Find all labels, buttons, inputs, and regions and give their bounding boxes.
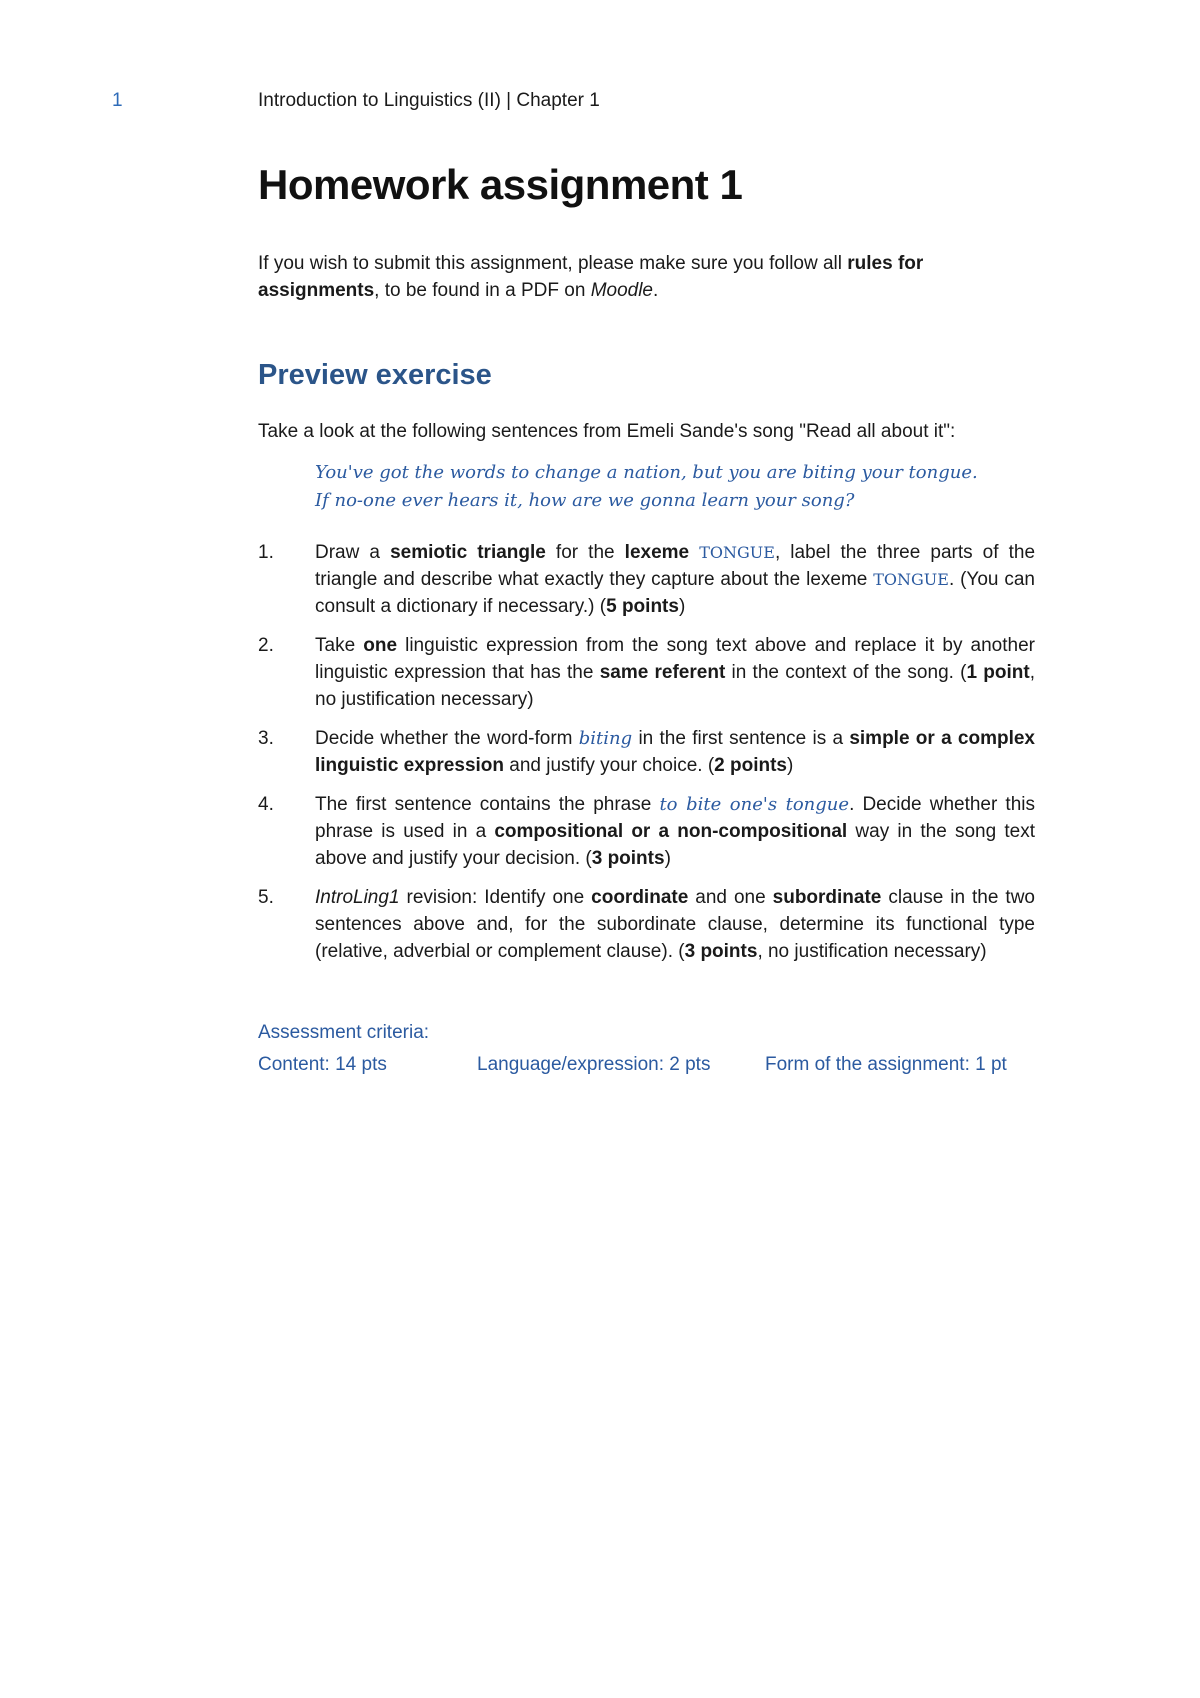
running-header: Introduction to Linguistics (II) | Chapter 1 xyxy=(258,90,600,111)
exercise-list xyxy=(258,539,1035,965)
item-text: clause in the two sentences above and, for the subordinate clause, determine its functional type (relative, adverbial or complement clause). ( xyxy=(315,887,1035,963)
item-text: ) xyxy=(664,848,671,870)
assessment-label: Assessment criteria: xyxy=(258,1022,430,1044)
item-italic: IntroLing1 xyxy=(315,887,400,909)
item-text: Draw a xyxy=(315,542,391,564)
item-small-caps: TONGUE xyxy=(873,570,949,590)
item-number: 1. xyxy=(258,542,274,564)
item-text: The first sentence contains the phrase xyxy=(315,794,660,816)
item-bold: compositional or a non-compositional xyxy=(494,821,848,843)
item-number: 2. xyxy=(258,635,274,657)
item-points: 3 points xyxy=(684,941,758,963)
item-text: Take xyxy=(315,635,364,657)
item-bold: semiotic triangle xyxy=(390,542,546,564)
item-points: 2 points xyxy=(714,755,787,777)
item-number: 4. xyxy=(258,794,274,816)
song-quote xyxy=(315,459,1035,515)
intro-italic-moodle: Moodle xyxy=(590,280,654,302)
document-body xyxy=(258,162,1035,1081)
item-bold: subordinate xyxy=(772,887,882,909)
item-text: . (You can consult a dictionary if necessary.) ( xyxy=(315,569,1035,618)
item-text: revision: Identify one xyxy=(399,887,592,909)
exercise-item-4 xyxy=(258,791,1035,872)
exercise-item-1 xyxy=(258,539,1035,620)
item-text: for the xyxy=(545,542,625,564)
item-text: , label the three parts of the triangle and describe what exactly they capture about the lexeme xyxy=(315,542,1036,591)
item-text: way in the song text above and justify your decision. ( xyxy=(315,821,1036,870)
item-bold: one xyxy=(363,635,398,657)
item-text: . Decide whether this phrase is used in a xyxy=(315,794,1035,843)
item-bold: same referent xyxy=(599,662,726,684)
intro-text: , to be found in a PDF on xyxy=(374,280,591,302)
quote-line-1: You've got the words to change a nation, but you are biting your tongue. xyxy=(315,462,978,484)
page-title: Homework assignment 1 xyxy=(258,161,743,208)
item-points: 1 point xyxy=(966,662,1030,684)
item-text: , no justification necessary) xyxy=(315,662,1035,711)
item-text: Decide whether the word-form xyxy=(315,728,579,750)
item-number: 3. xyxy=(258,728,274,750)
intro-paragraph xyxy=(258,250,1035,304)
item-points: 3 points xyxy=(591,848,665,870)
exercise-item-5 xyxy=(258,884,1035,965)
assessment-criteria xyxy=(258,1017,1035,1081)
item-text: ) xyxy=(678,596,686,618)
criteria-row xyxy=(258,1049,1035,1081)
item-emphasis: biting xyxy=(578,728,633,750)
item-bold: lexeme xyxy=(624,542,690,564)
lead-paragraph: Take a look at the following sentences from Emeli Sande's song "Read all about it": xyxy=(258,421,956,443)
item-text: and justify your choice. ( xyxy=(504,755,715,777)
item-small-caps: TONGUE xyxy=(699,543,775,563)
criteria-content: Content: 14 pts xyxy=(258,1054,387,1076)
item-text: linguistic expression from the song text above and replace it by another linguistic expression that has the xyxy=(315,635,1035,684)
item-number: 5. xyxy=(258,887,274,909)
item-text: ) xyxy=(787,755,794,777)
item-text: and one xyxy=(688,887,773,909)
intro-text: If you wish to submit this assignment, please make sure you follow all xyxy=(258,253,848,275)
item-emphasis: to bite one's tongue xyxy=(659,794,850,816)
item-text: in the first sentence is a xyxy=(632,728,850,750)
item-points: 5 points xyxy=(606,596,679,618)
item-text xyxy=(689,542,699,563)
intro-bold-rules: rules for assignments xyxy=(258,253,924,302)
criteria-form: Form of the assignment: 1 pt xyxy=(765,1054,1007,1076)
section-heading: Preview exercise xyxy=(258,359,492,392)
exercise-item-3 xyxy=(258,725,1035,779)
item-text: , no justification necessary) xyxy=(757,941,987,963)
intro-text: . xyxy=(653,280,659,302)
item-bold: simple or a complex linguistic expression xyxy=(315,728,1036,777)
criteria-language: Language/expression: 2 pts xyxy=(477,1054,711,1076)
exercise-item-2 xyxy=(258,632,1035,713)
quote-line-2: If no-one ever hears it, how are we gonna learn your song? xyxy=(315,490,855,512)
item-text: in the context of the song. ( xyxy=(725,662,967,684)
item-bold: coordinate xyxy=(591,887,689,909)
page-number: 1 xyxy=(112,90,123,111)
